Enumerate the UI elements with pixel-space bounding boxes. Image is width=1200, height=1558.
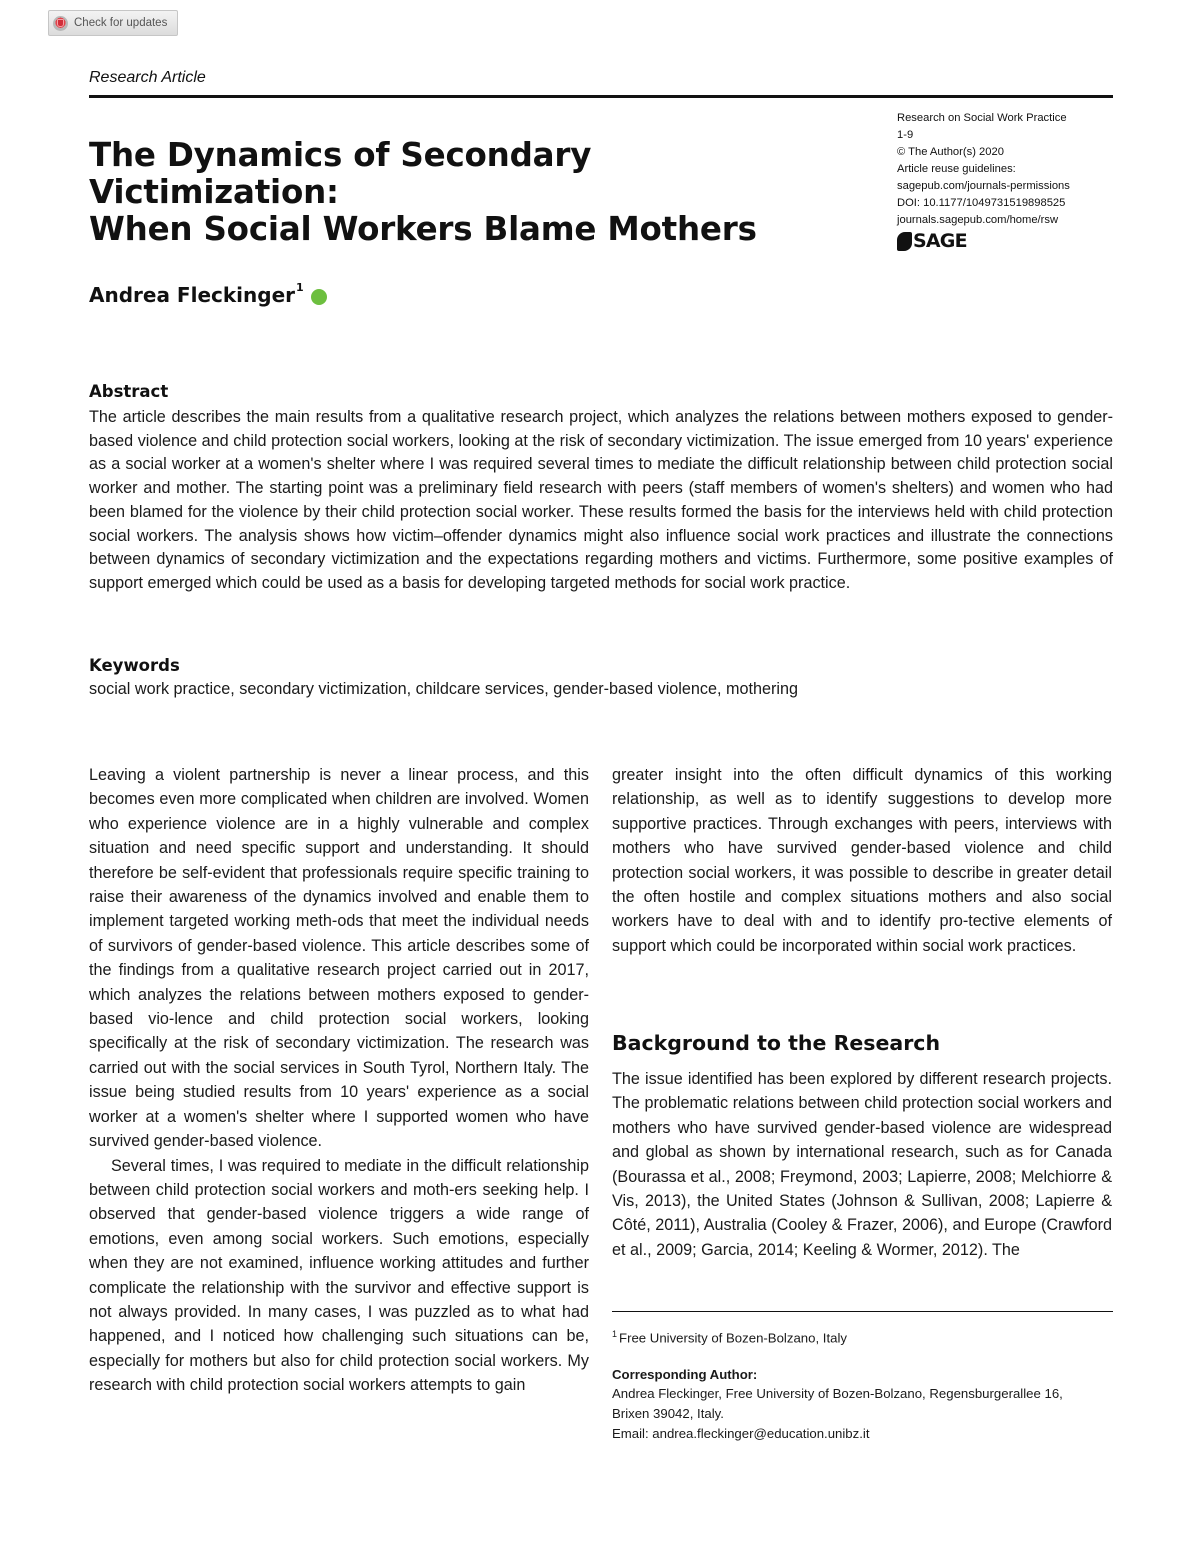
abstract-heading: Abstract (89, 382, 169, 401)
journal-home-link[interactable]: journals.sagepub.com/home/rsw (897, 214, 1059, 226)
section-heading-background: Background to the Research (612, 1031, 941, 1055)
bookmark-icon (53, 16, 68, 31)
publisher-name: SAGE (913, 230, 967, 252)
corresponding-line-1: Andrea Fleckinger, Free University of Bozen-Bolzano, Regensburgerallee 16, (612, 1386, 1063, 1401)
keywords-heading: Keywords (89, 656, 180, 675)
body-paragraph: The issue identified has been explored by different research projects. The problematic relations between child protection social workers and mothers who have survived gender-based violence are widespread and global as shown by international research, such as for Canada (Bourassa et al., 2008; Freymond, 2003; Lapierre, 2008; Melchiorre & Vis, 2013), the United States (Johnson & Sullivan, 2008; Lapierre & Côté, 2011), Australia (Cooley & Frazer, 2006), and Europe (Crawford et al., 2009; Garcia, 2014; Keeling & Wormer, 2012). The (612, 1070, 1112, 1259)
page-range: 1-9 (897, 129, 914, 141)
footnote-mark: 1 (612, 1329, 618, 1339)
footnote-rule (612, 1311, 1113, 1312)
body-paragraph: Leaving a violent partnership is never a linear process, and this becomes even more complicated when children are involved. Women who experience violence are in a highly vulnerable and complex situation and need specific support and understanding. It should therefore be self-evident that professionals require specific training to raise their awareness of the dynamics involved and enable them to implement targeted working meth-ods that meet the individual needs of survivors of gender-based violence. This article describes some of the findings from a qualitative research project carried out in 2017, which analyzes the relations between mothers exposed to gender-based vio-lence and child protection social workers, looking specifically at the risk of secondary victimization. The research was carried out with the social services in South Tyrol, Northern Italy. The issue being studied results from 10 years' experience as a social worker at a women's shelter where I supported women who have survived gender-based violence. (89, 766, 589, 1151)
background-text (612, 1067, 1112, 1262)
check-for-updates-label: Check for updates (74, 17, 168, 29)
doi[interactable]: DOI: 10.1177/1049731519898525 (897, 197, 1066, 209)
author-affiliation-mark: 1 (296, 281, 304, 294)
body-paragraph: greater insight into the often difficult dynamics of this working relationship, as well as to identify suggestions to develop more supportive practices. Through exchanges with peers, interviews with mothers who have survived gender-based violence and child protection social workers, it was possible to describe in greater detail the often hostile and complex situations mothers and also social workers have to deal with and to identify pro-tective elements of support which could be incorporated within social work practices. (612, 766, 1112, 955)
copyright: © The Author(s) 2020 (897, 146, 1004, 158)
author-line (89, 283, 327, 307)
header-rule (89, 95, 1113, 98)
journal-meta (897, 110, 1107, 229)
sage-logo-icon (897, 232, 912, 251)
reuse-link[interactable]: sagepub.com/journals-permissions (897, 180, 1070, 192)
corresponding-author-heading: Corresponding Author: (612, 1367, 758, 1382)
orcid-icon[interactable] (311, 289, 327, 305)
affiliation-footnote (612, 1325, 1117, 1348)
sage-logo (897, 230, 967, 252)
corresponding-author-address (612, 1384, 1117, 1423)
journal-name: Research on Social Work Practice (897, 112, 1067, 124)
corresponding-email[interactable]: Email: andrea.fleckinger@education.unibz.it (612, 1426, 870, 1441)
affiliation-text: Free University of Bozen-Bolzano, Italy (619, 1330, 847, 1346)
title-line-2: When Social Workers Blame Mothers (89, 210, 757, 248)
body-column-right (612, 763, 1112, 958)
abstract-text: The article describes the main results from a qualitative research project, which analyzes the relations between mothers exposed to gender-based violence and child protection social workers, looking at the risk of secondary victimization. The issue emerged from 10 years' experience as a social worker at a women's shelter where I was required several times to mediate the difficult relationship between child protection social worker and mother. The starting point was a preliminary field research with peers (staff members of women's shelters) and women who had been blamed for the violence by their child protection social worker. These results formed the basis for the interviews held with child protection social workers. The analysis shows how victim–offender dynamics might also influence social work practices and illustrate the connections between dynamics of secondary victimization and the expectations regarding mothers and victims. Furthermore, some positive examples of support emerged which could be used as a basis for developing targeted methods for social work practice. (89, 408, 1113, 592)
keywords-text: social work practice, secondary victimization, childcare services, gender-based violence, mothering (89, 680, 798, 698)
body-column-left (89, 763, 589, 1398)
corresponding-line-2: Brixen 39042, Italy. (612, 1405, 724, 1421)
article-title (89, 137, 849, 248)
author-name: Andrea Fleckinger (89, 283, 295, 307)
title-line-1: The Dynamics of Secondary Victimization: (89, 136, 592, 211)
article-type-label: Research Article (89, 69, 206, 86)
body-paragraph: Several times, I was required to mediate in the difficult relationship between child protection social workers and moth-ers seeking help. I observed that gender-based violence triggers a wide range of emotions, even among social workers. Such emotions, especially when they are not examined, influence working attitudes and further complicate the relationship with the survivor and effective support is not always provided. In many cases, I was puzzled as to what had happened, and I noticed how challenging such situations can be, especially for mothers but also for child protection social workers. My research with child protection social workers attempts to gain (89, 1156, 589, 1395)
reuse-label: Article reuse guidelines: (897, 163, 1016, 175)
check-for-updates-button[interactable] (48, 10, 178, 36)
